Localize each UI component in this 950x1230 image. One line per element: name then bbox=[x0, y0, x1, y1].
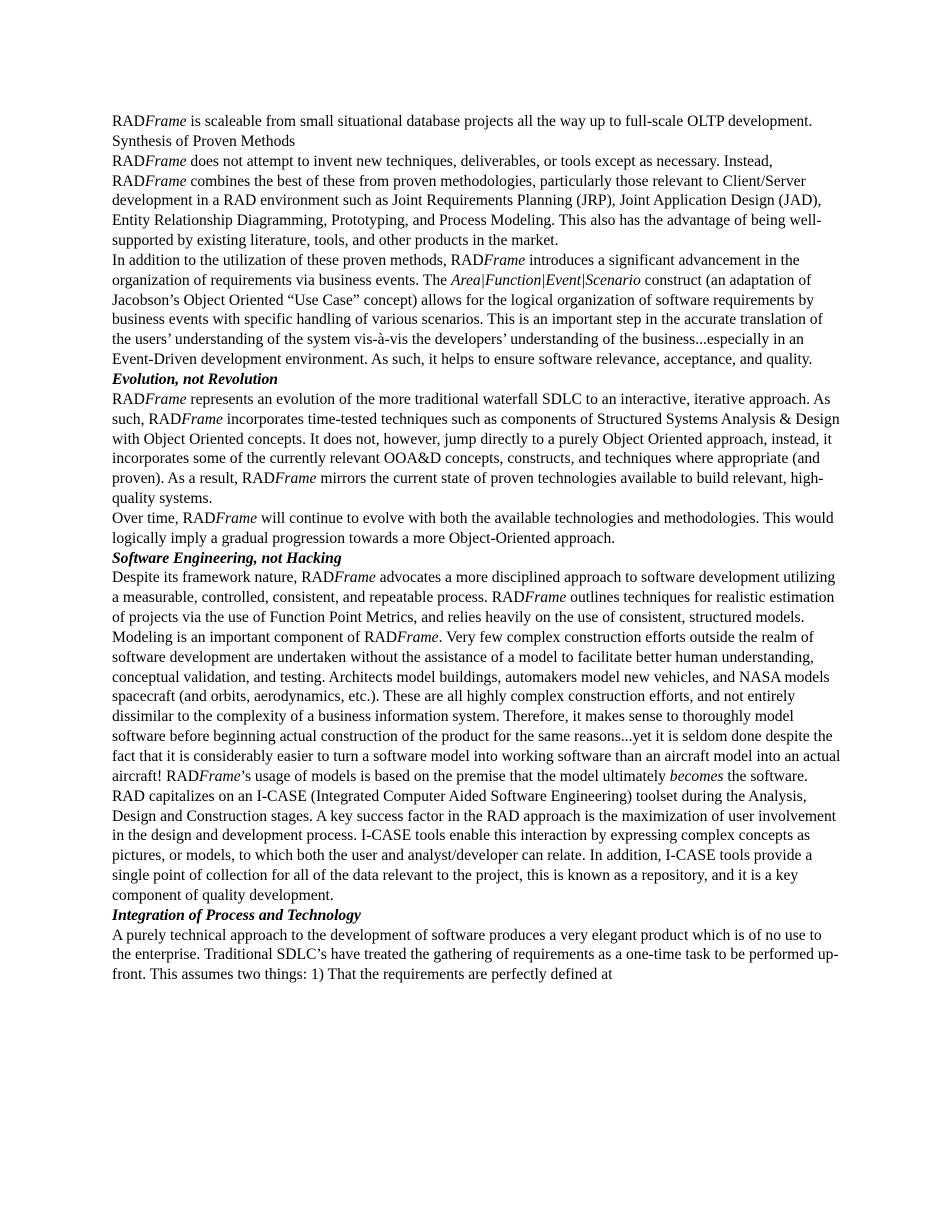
brand-name-italic: Frame bbox=[334, 569, 376, 587]
paragraph-text: does not attempt to invent new techniques, deliverables, or tools except as necessary. Instead, bbox=[186, 152, 773, 170]
brand-name: RAD bbox=[301, 569, 335, 587]
paragraph-over-time bbox=[112, 509, 842, 549]
brand-name: RAD bbox=[112, 152, 145, 170]
brand-name-italic: Frame bbox=[524, 589, 567, 607]
brand-name-italic: Frame bbox=[274, 470, 317, 488]
heading-integration: Integration of Process and Technology bbox=[112, 906, 361, 924]
paragraph-synthesis bbox=[112, 152, 842, 251]
paragraph-text: construct (an adaptation of Jacobson’s Object Oriented “Use Case” concept) allows for the logical organization of software requirements by business events with specific handling of various scenarios. This is an important step in the accurate translation of the users’ understanding of the system vis-à-vis the developers’ understanding of the business...especially in an Event-Driven development environment. As such, it helps to ensure software relevance, acceptance, and quality. bbox=[112, 271, 823, 369]
paragraph-text: . Very few complex construction efforts outside the realm of software development are undertaken without the assistance of a model to facilitate better human understanding, conceptual validation, and testing. Architects model buildings, automakers model new vehicles, and NASA models spacecraft (and orbits, aerodynamics, etc.). These are all highly complex construction efforts, and not entirely dissimilar to the complexity of a business information system. Therefore, it makes sense to thoroughly model software before beginning actual construction of the product for the same reasons...yet it is seldom done despite the fact that it is considerably easier to turn a software model into working software than an aircraft model into an actual aircraft! bbox=[112, 628, 841, 785]
paragraph-text: will continue to evolve with both the available technologies and methodologies. This would logically imply a gradual progression towards a more Object-Oriented approach. bbox=[112, 509, 834, 547]
paragraph-text: mirrors the current state of proven technologies available to build relevant, high-quality systems. bbox=[112, 470, 824, 508]
paragraph-evolution bbox=[112, 390, 842, 509]
brand-name: RAD bbox=[364, 628, 397, 646]
paragraph-integration: A purely technical approach to the development of software produces a very elegant product which is of no use to the enterprise. Traditional SDLC’s have treated the gathering of requirements as a one-time task to be performed up-front. This assumes two things: 1) That the requirements are perfectly defined at bbox=[112, 926, 839, 984]
paragraph-text: the software. bbox=[723, 767, 808, 785]
document-page bbox=[112, 112, 842, 985]
paragraph-text: Over time, bbox=[112, 509, 183, 527]
paragraph-scalability bbox=[112, 112, 842, 132]
brand-name: RAD bbox=[148, 410, 182, 428]
paragraph-text: incorporates time-tested techniques such as components of Structured Systems Analysis & Design with Object Oriented concepts. It does not, however, jump directly to a purely Object Oriented approach, instead, it incorporates some of the currently relevant OOA&D concepts, constructs, and techniques where appropriate (and proven). As a result, bbox=[112, 410, 840, 488]
construct-name: Area|Function|Event|Scenario bbox=[450, 271, 641, 289]
brand-name-italic: Frame bbox=[144, 113, 187, 130]
brand-name: RAD bbox=[112, 390, 145, 408]
paragraph-text: Despite its framework nature, bbox=[112, 569, 302, 587]
brand-name-italic: Frame bbox=[199, 767, 241, 785]
paragraph-engineering bbox=[112, 568, 842, 628]
paragraph-text: introduces a significant advancement in the organization of requirements via business events. The bbox=[112, 251, 800, 289]
brand-name: RAD bbox=[450, 251, 484, 269]
paragraph-icase: RAD capitalizes on an I-CASE (Integrated Computer Aided Software Engineering) toolset during the Analysis, Design and Construction stages. A key success factor in the RAD approach is the maximization of user involvement in the design and development process. I-CASE tools enable this interaction by expressing complex concepts as pictures, or models, to which both the user and analyst/developer can relate. In addition, I-CASE tools provide a single point of collection for all of the data relevant to the project, this is known as a repository, and it is a key component of quality development. bbox=[112, 787, 837, 904]
paragraph-text: is scaleable from small situational database projects all the way up to full-scale OLTP development. bbox=[186, 113, 813, 130]
brand-name-italic: Frame bbox=[144, 152, 187, 170]
heading-engineering: Software Engineering, not Hacking bbox=[112, 549, 342, 567]
heading-evolution: Evolution, not Revolution bbox=[112, 370, 278, 388]
brand-name-italic: Frame bbox=[397, 628, 439, 646]
paragraph-text: In addition to the utilization of these proven methods, bbox=[112, 251, 451, 269]
emphasis-text: becomes bbox=[669, 767, 724, 785]
brand-name: RAD bbox=[241, 470, 275, 488]
heading-synthesis: Synthesis of Proven Methods bbox=[112, 132, 296, 150]
brand-name-italic: Frame bbox=[144, 172, 187, 190]
paragraph-text: ’s usage of models is based on the premise that the model ultimately bbox=[240, 767, 670, 785]
brand-name: RAD bbox=[491, 589, 525, 607]
brand-name-italic: Frame bbox=[144, 390, 187, 408]
brand-name: RAD bbox=[112, 113, 145, 130]
brand-name: RAD bbox=[166, 767, 200, 785]
brand-name: RAD bbox=[182, 509, 216, 527]
brand-name-italic: Frame bbox=[181, 410, 223, 428]
brand-name-italic: Frame bbox=[215, 509, 258, 527]
brand-name: RAD bbox=[112, 172, 145, 190]
paragraph-text: combines the best of these from proven methodologies, particularly those relevant to Client/Server development in a RAD environment such as Joint Requirements Planning (JRP), Joint Application Design (JAD), Entity Relationship Diagramming, Prototyping, and Process Modeling. This also has the advantage of being well-supported by existing literature, tools, and other products in the market. bbox=[112, 172, 822, 250]
paragraph-text: represents an evolution of the more traditional waterfall SDLC to an interactive, iterative approach. As such, bbox=[112, 390, 831, 428]
paragraph-text: Modeling is an important component of bbox=[112, 628, 365, 646]
paragraph-text: outlines techniques for realistic estimation of projects via the use of Function Point Metrics, and relies heavily on the use of consistent, structured models. bbox=[112, 589, 835, 627]
paragraph-text: advocates a more disciplined approach to software development utilizing a measurable, controlled, consistent, and repeatable process. bbox=[112, 569, 836, 607]
brand-name-italic: Frame bbox=[483, 251, 526, 269]
paragraph-modeling bbox=[112, 628, 842, 787]
paragraph-business-events bbox=[112, 251, 842, 370]
